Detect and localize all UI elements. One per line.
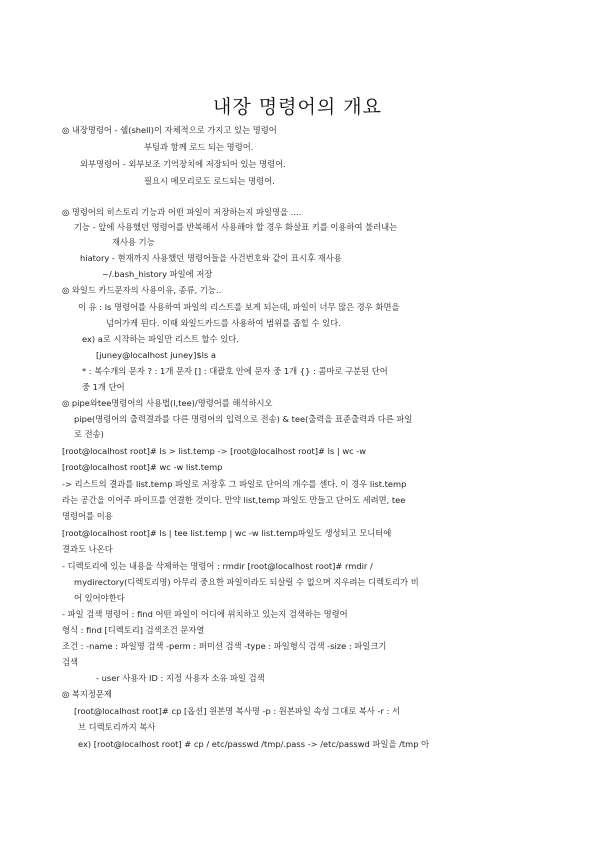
text-line: 검색 — [62, 657, 79, 667]
page-title: 내장 명령어의 개요 — [213, 96, 382, 118]
text-line: 재사용 기능 — [112, 237, 155, 247]
text-line: ◎ 내장명령어 - 쉘(shell)이 자체적으로 가지고 있는 명령어 — [62, 125, 277, 135]
text-line: -> 리스트의 결과를 list.temp 파일로 저장후 그 파일로 단어의 개수를 센다. 이 경우 list.temp — [62, 479, 407, 489]
text-line: 라는 공간을 이어주 파이프를 연결한 것이다. 만약 list,temp 파일도 만들고 단어도 세려면, tee — [62, 495, 406, 505]
text-line: 명령어를 이용 — [62, 511, 113, 521]
text-line: - user 사용자 ID : 지정 사용자 소유 파일 검색 — [96, 673, 265, 683]
text-line: 외부명령어 - 외부보조 기억장치에 저장되어 있는 명령어. — [80, 159, 286, 169]
text-line: 이 유 : ls 명령어를 사용하여 파일의 리스트를 보게 되는데, 파일이 너무 많은 경우 화면을 — [78, 302, 400, 312]
text-line: 부팅과 함께 로드 되는 명령어. — [144, 142, 254, 152]
text-line: 형식 : find [디렉토리] 검색조건 문자열 — [62, 625, 205, 635]
text-line: 조건 : -name : 파일명 검색 -perm : 퍼미션 검색 -type : 파일형식 검색 -size : 파일크기 — [62, 641, 387, 651]
text-line: [root@localhost root]# ls > list.temp -> [root@localhost root]# ls | wc -w — [62, 446, 367, 456]
text-line: - 파일 검색 명령어 : find 어떤 파일이 어디에 위치하고 있는지 검색하는 명령어 — [62, 609, 348, 619]
text-line: 넘어가게 된다. 이때 와일드카드를 사용하여 범위를 좁힐 수 있다. — [106, 318, 341, 328]
text-line: ~/.bash_history 파일에 저장 — [102, 269, 213, 279]
text-line: ex) [root@localhost root] # cp / etc/passwd /tmp/.pass -> /etc/passwd 파일을 /tmp 아 — [78, 739, 430, 749]
text-line: hiatory - 현재까지 사용했던 명령어들을 사건번호와 같이 표시후 재사용 — [80, 253, 342, 263]
text-line: ◎ 복지정문제 — [62, 689, 112, 699]
text-line: 브 디렉토리까지 복사 — [78, 722, 156, 732]
text-line: [root@localhost root]# cp [옵션] 원본명 복사명 -p : 원본파일 속성 그대로 복사 -r : 서 — [74, 706, 401, 716]
text-line: [juney@localhost juney]$ls a — [96, 350, 216, 360]
text-line: 기능 - 앞에 사용했던 명령어를 반복해서 사용해야 할 경우 화살표 키를 이용하여 불러내는 — [74, 222, 398, 232]
text-line: ◎ 명령어의 히스토리 기능과 어떤 파일이 저장하는지 파일명을 .... — [62, 207, 302, 217]
text-line: 필요시 메모리로도 로드되는 명령어. — [144, 176, 275, 186]
text-line: ex) a로 시작하는 파일만 리스트 할수 있다. — [82, 334, 239, 344]
text-line: 어 있어야한다 — [74, 593, 125, 603]
text-line: ◎ 와일드 카드문자의 사용이유, 종류, 기능.. — [62, 285, 222, 295]
text-line: ◎ pipe와tee명령어의 사용법(l,tee)/명령어를 해석하시오 — [62, 398, 273, 408]
text-line: 중 1개 단어 — [82, 382, 125, 392]
text-line: pipe(명령어의 출력결과를 다른 명령어의 입력으로 전송) & tee(출력을 표준출력과 다른 파일 — [74, 414, 413, 424]
text-line: [root@localhost root]# ls | tee list.temp | wc -w list.temp파일도 생성되고 모니터에 — [62, 528, 392, 538]
text-line: 결과도 나온다 — [62, 544, 113, 554]
text-line: [root@localhost root]# wc -w list.temp — [62, 462, 223, 472]
text-line: 로 전송) — [74, 429, 104, 439]
text-line: * : 복수개의 문자 ? : 1개 문자 [] : 대괄호 안에 문자 중 1개 {} : 콤마로 구분된 단어 — [82, 366, 388, 376]
text-line: - 디렉토리에 있는 내용을 삭제하는 명령어 : rmdir [root@localhost root]# rmdir / — [62, 561, 373, 571]
text-line: mydirectory(디렉토리명) 아무리 중요한 파일이라도 되살릴 수 없으며 지우려는 디렉토리가 비 — [74, 577, 419, 587]
